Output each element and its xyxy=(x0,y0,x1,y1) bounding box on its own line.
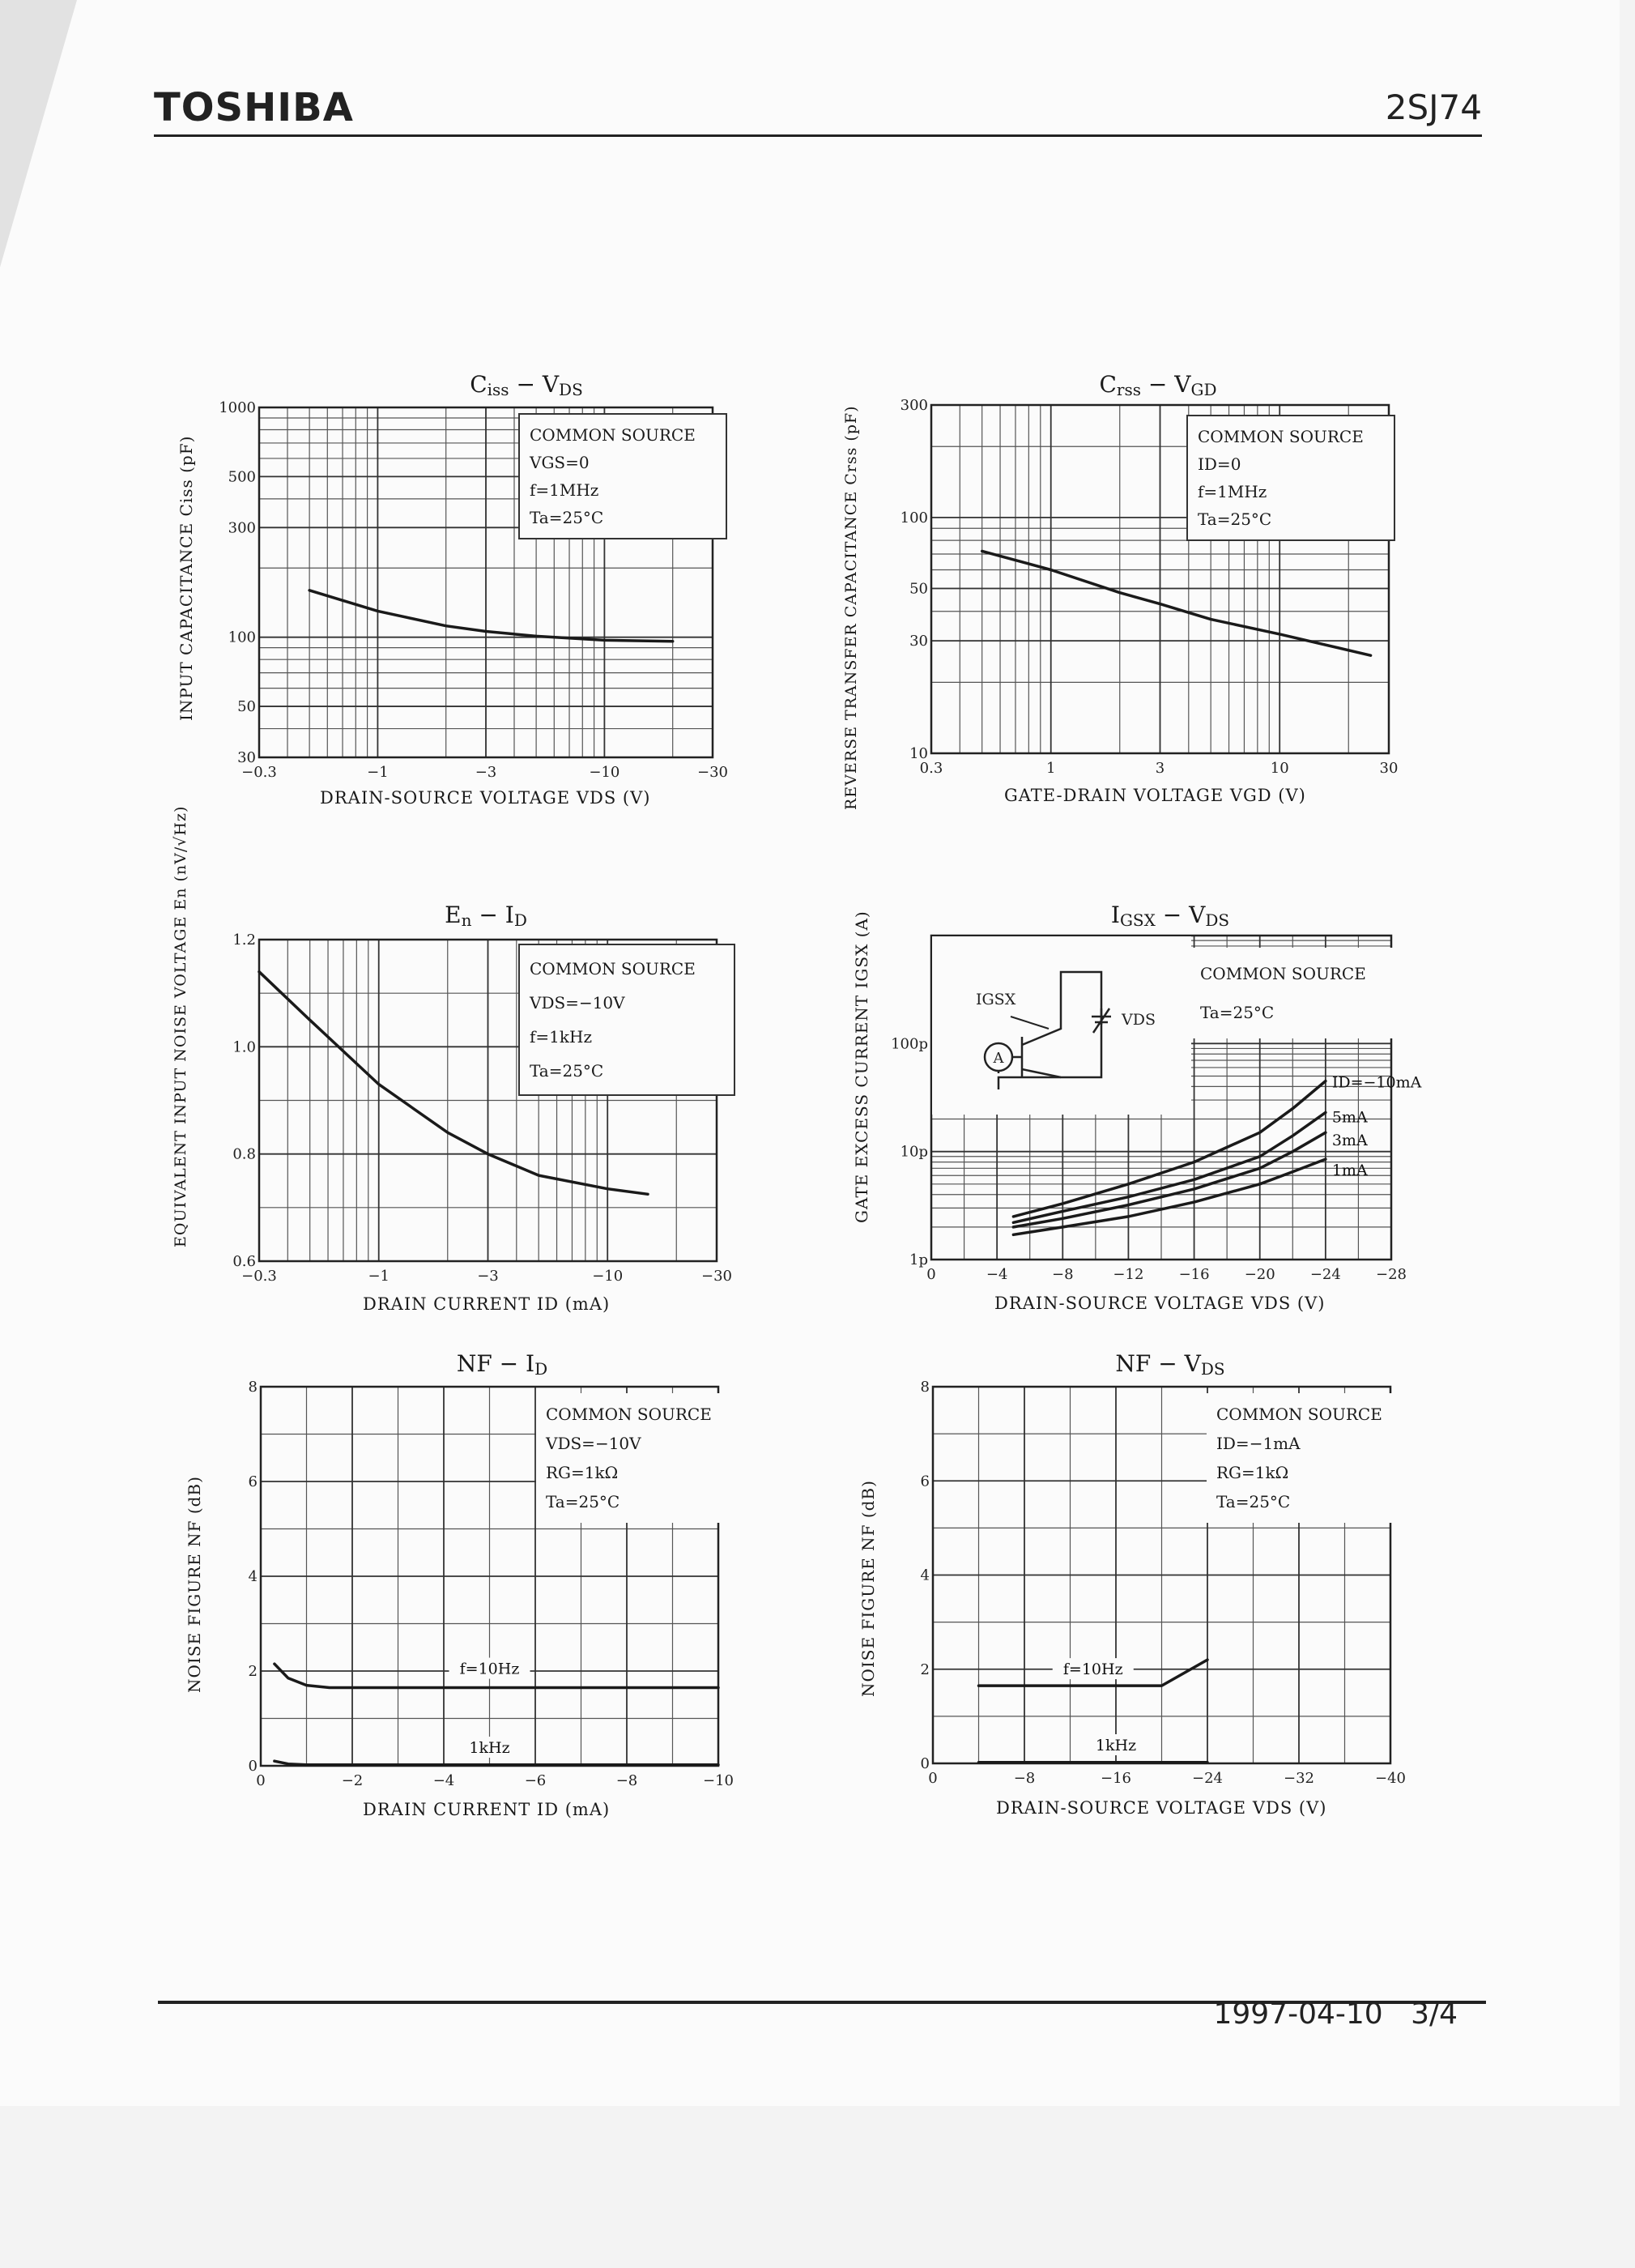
x-tick-label: 1 xyxy=(1045,760,1056,777)
legend-line: RG=1kΩ xyxy=(546,1463,619,1482)
y-tick-label: 0 xyxy=(920,1755,930,1772)
x-axis-label: DRAIN-SOURCE VOLTAGE VDS (V) xyxy=(996,1798,1327,1818)
x-tick-label: −16 xyxy=(1101,1770,1131,1787)
x-tick-label: −8 xyxy=(1013,1770,1036,1787)
series-label: f=10Hz xyxy=(1062,1660,1123,1679)
x-tick-label: −30 xyxy=(701,1268,732,1285)
y-tick-label: 2 xyxy=(248,1663,258,1680)
y-tick-label: 50 xyxy=(237,698,256,716)
chart-title-en-id: $E_n - I_D$ xyxy=(445,902,527,930)
ammeter-label: A xyxy=(993,1050,1004,1067)
x-tick-label: 0.3 xyxy=(919,760,943,777)
legend-line: RG=1kΩ xyxy=(1216,1463,1289,1482)
x-tick-label: 0 xyxy=(926,1266,936,1283)
x-tick-label: 30 xyxy=(1379,760,1399,777)
x-tick-label: −1 xyxy=(367,764,389,781)
x-tick-label: −4 xyxy=(432,1772,455,1789)
footer-page: 3/4 xyxy=(1411,1997,1458,2031)
x-tick-label: −28 xyxy=(1376,1266,1407,1283)
y-axis-label: NOISE FIGURE NF (dB) xyxy=(858,1480,878,1697)
y-tick-label: 8 xyxy=(248,1379,258,1396)
x-tick-label: −10 xyxy=(589,764,620,781)
legend-nf-vds xyxy=(1207,1393,1406,1523)
x-tick-label: −10 xyxy=(703,1772,734,1789)
series-label: 1kHz xyxy=(469,1739,510,1757)
y-axis-label: NOISE FIGURE NF (dB) xyxy=(185,1476,204,1693)
legend-line: VDS=−10V xyxy=(546,1434,641,1453)
x-tick-label: −10 xyxy=(592,1268,624,1285)
footer-date: 1997-04-10 xyxy=(1213,1997,1383,2031)
y-tick-label: 300 xyxy=(900,397,928,414)
legend-line: COMMON SOURCE xyxy=(1198,427,1364,446)
brand-logo: TOSHIBA xyxy=(154,85,354,130)
legend-line: ID=−1mA xyxy=(1216,1434,1301,1453)
x-tick-label: −3 xyxy=(475,764,497,781)
y-tick-label: 50 xyxy=(909,580,928,598)
x-tick-label: 10 xyxy=(1270,760,1289,777)
legend-line: Ta=25°C xyxy=(546,1492,620,1511)
y-tick-label: 1000 xyxy=(219,399,256,416)
y-tick-label: 8 xyxy=(920,1379,930,1396)
y-tick-label: 1p xyxy=(909,1251,928,1268)
x-tick-label: −3 xyxy=(477,1268,499,1285)
part-number: 2SJ74 xyxy=(1385,87,1482,127)
y-tick-label: 6 xyxy=(248,1473,258,1490)
x-tick-label: −16 xyxy=(1178,1266,1210,1283)
series-label: 1mA xyxy=(1331,1162,1368,1180)
y-tick-label: 1.2 xyxy=(232,932,256,949)
legend-line: ID=0 xyxy=(1198,454,1241,474)
legend-line: Ta=25°C xyxy=(530,1061,604,1081)
x-tick-label: −0.3 xyxy=(241,1268,277,1285)
x-tick-label: −6 xyxy=(524,1772,547,1789)
y-tick-label: 500 xyxy=(228,468,256,486)
y-tick-label: 10 xyxy=(909,745,928,762)
legend-line: f=1MHz xyxy=(530,480,599,500)
y-tick-label: 4 xyxy=(248,1568,258,1585)
legend-line: COMMON SOURCE xyxy=(530,425,696,445)
x-tick-label: −20 xyxy=(1244,1266,1275,1283)
legend-line: Ta=25°C xyxy=(1198,509,1272,529)
y-tick-label: 0.8 xyxy=(232,1145,256,1163)
x-axis-label: DRAIN CURRENT ID (mA) xyxy=(363,1800,611,1819)
legend-line: VDS=−10V xyxy=(530,993,625,1013)
legend-line: COMMON SOURCE xyxy=(1200,964,1366,983)
y-tick-label: 30 xyxy=(909,633,928,650)
x-tick-label: 3 xyxy=(1155,760,1165,777)
y-axis-label: REVERSE TRANSFER CAPACITANCE Crss (pF) xyxy=(842,405,860,810)
x-tick-label: 0 xyxy=(928,1770,938,1787)
y-tick-label: 10p xyxy=(900,1143,928,1161)
igsx-circuit-label: IGSX xyxy=(976,991,1016,1008)
legend-line: COMMON SOURCE xyxy=(530,959,696,978)
legend-line: VGS=0 xyxy=(530,453,590,472)
series-label: ID=−10mA xyxy=(1331,1073,1422,1092)
y-axis-label: EQUIVALENT INPUT NOISE VOLTAGE En (nV/√Hz) xyxy=(172,805,189,1247)
x-tick-label: −2 xyxy=(341,1772,364,1789)
legend-line: f=1MHz xyxy=(1198,482,1267,501)
x-tick-label: 0 xyxy=(256,1772,266,1789)
chart-title-nf-id: NF − $I_D$ xyxy=(456,1350,548,1379)
x-tick-label: −4 xyxy=(986,1266,1008,1283)
y-tick-label: 100 xyxy=(900,509,928,526)
y-tick-label: 0.6 xyxy=(232,1253,256,1270)
x-tick-label: −0.3 xyxy=(241,764,277,781)
chart-title-nf-vds: NF − $V_{DS}$ xyxy=(1115,1350,1225,1379)
legend-line: f=1kHz xyxy=(530,1027,592,1047)
footer-date-page xyxy=(1174,1997,1458,2031)
y-tick-label: 100p xyxy=(891,1035,928,1053)
vds-circuit-label: VDS xyxy=(1122,1011,1156,1029)
x-axis-label: DRAIN CURRENT ID (mA) xyxy=(363,1294,611,1314)
legend-line: Ta=25°C xyxy=(1200,1003,1275,1022)
x-axis-label: DRAIN-SOURCE VOLTAGE VDS (V) xyxy=(994,1294,1326,1313)
x-tick-label: −1 xyxy=(368,1268,390,1285)
y-tick-label: 6 xyxy=(920,1473,930,1490)
y-axis-label: GATE EXCESS CURRENT IGSX (A) xyxy=(852,910,871,1223)
chart-title-crss-vgd: $C_{rss} - V_{GD}$ xyxy=(1099,371,1217,399)
legend-line: Ta=25°C xyxy=(530,508,604,527)
chart-title-igsx-vds: $I_{GSX} - V_{DS}$ xyxy=(1110,902,1230,930)
legend-line: COMMON SOURCE xyxy=(546,1405,712,1424)
legend-line: COMMON SOURCE xyxy=(1216,1405,1382,1424)
x-tick-label: −40 xyxy=(1375,1770,1406,1787)
x-tick-label: −12 xyxy=(1113,1266,1144,1283)
y-tick-label: 100 xyxy=(228,629,256,646)
series-label: f=10Hz xyxy=(459,1660,520,1678)
x-tick-label: −8 xyxy=(615,1772,638,1789)
y-tick-label: 30 xyxy=(237,749,256,766)
x-tick-label: −8 xyxy=(1052,1266,1074,1283)
series-label: 3mA xyxy=(1331,1132,1368,1150)
x-tick-label: −24 xyxy=(1192,1770,1223,1787)
x-tick-label: −24 xyxy=(1309,1266,1341,1283)
y-tick-label: 1.0 xyxy=(232,1038,256,1056)
chart-title-ciss-vds: $C_{iss} - V_{DS}$ xyxy=(470,371,583,399)
y-tick-label: 2 xyxy=(920,1660,930,1678)
x-axis-label: GATE-DRAIN VOLTAGE VGD (V) xyxy=(1004,786,1306,805)
x-tick-label: −30 xyxy=(697,764,728,781)
series-label: 1kHz xyxy=(1095,1737,1137,1754)
legend-line: Ta=25°C xyxy=(1216,1492,1291,1511)
y-axis-label: INPUT CAPACITANCE Ciss (pF) xyxy=(177,435,196,721)
y-tick-label: 4 xyxy=(920,1567,930,1584)
y-tick-label: 0 xyxy=(248,1758,258,1775)
series-label: 5mA xyxy=(1331,1108,1368,1127)
x-axis-label: DRAIN-SOURCE VOLTAGE VDS (V) xyxy=(320,788,651,808)
y-tick-label: 300 xyxy=(228,519,256,537)
x-tick-label: −32 xyxy=(1284,1770,1314,1787)
